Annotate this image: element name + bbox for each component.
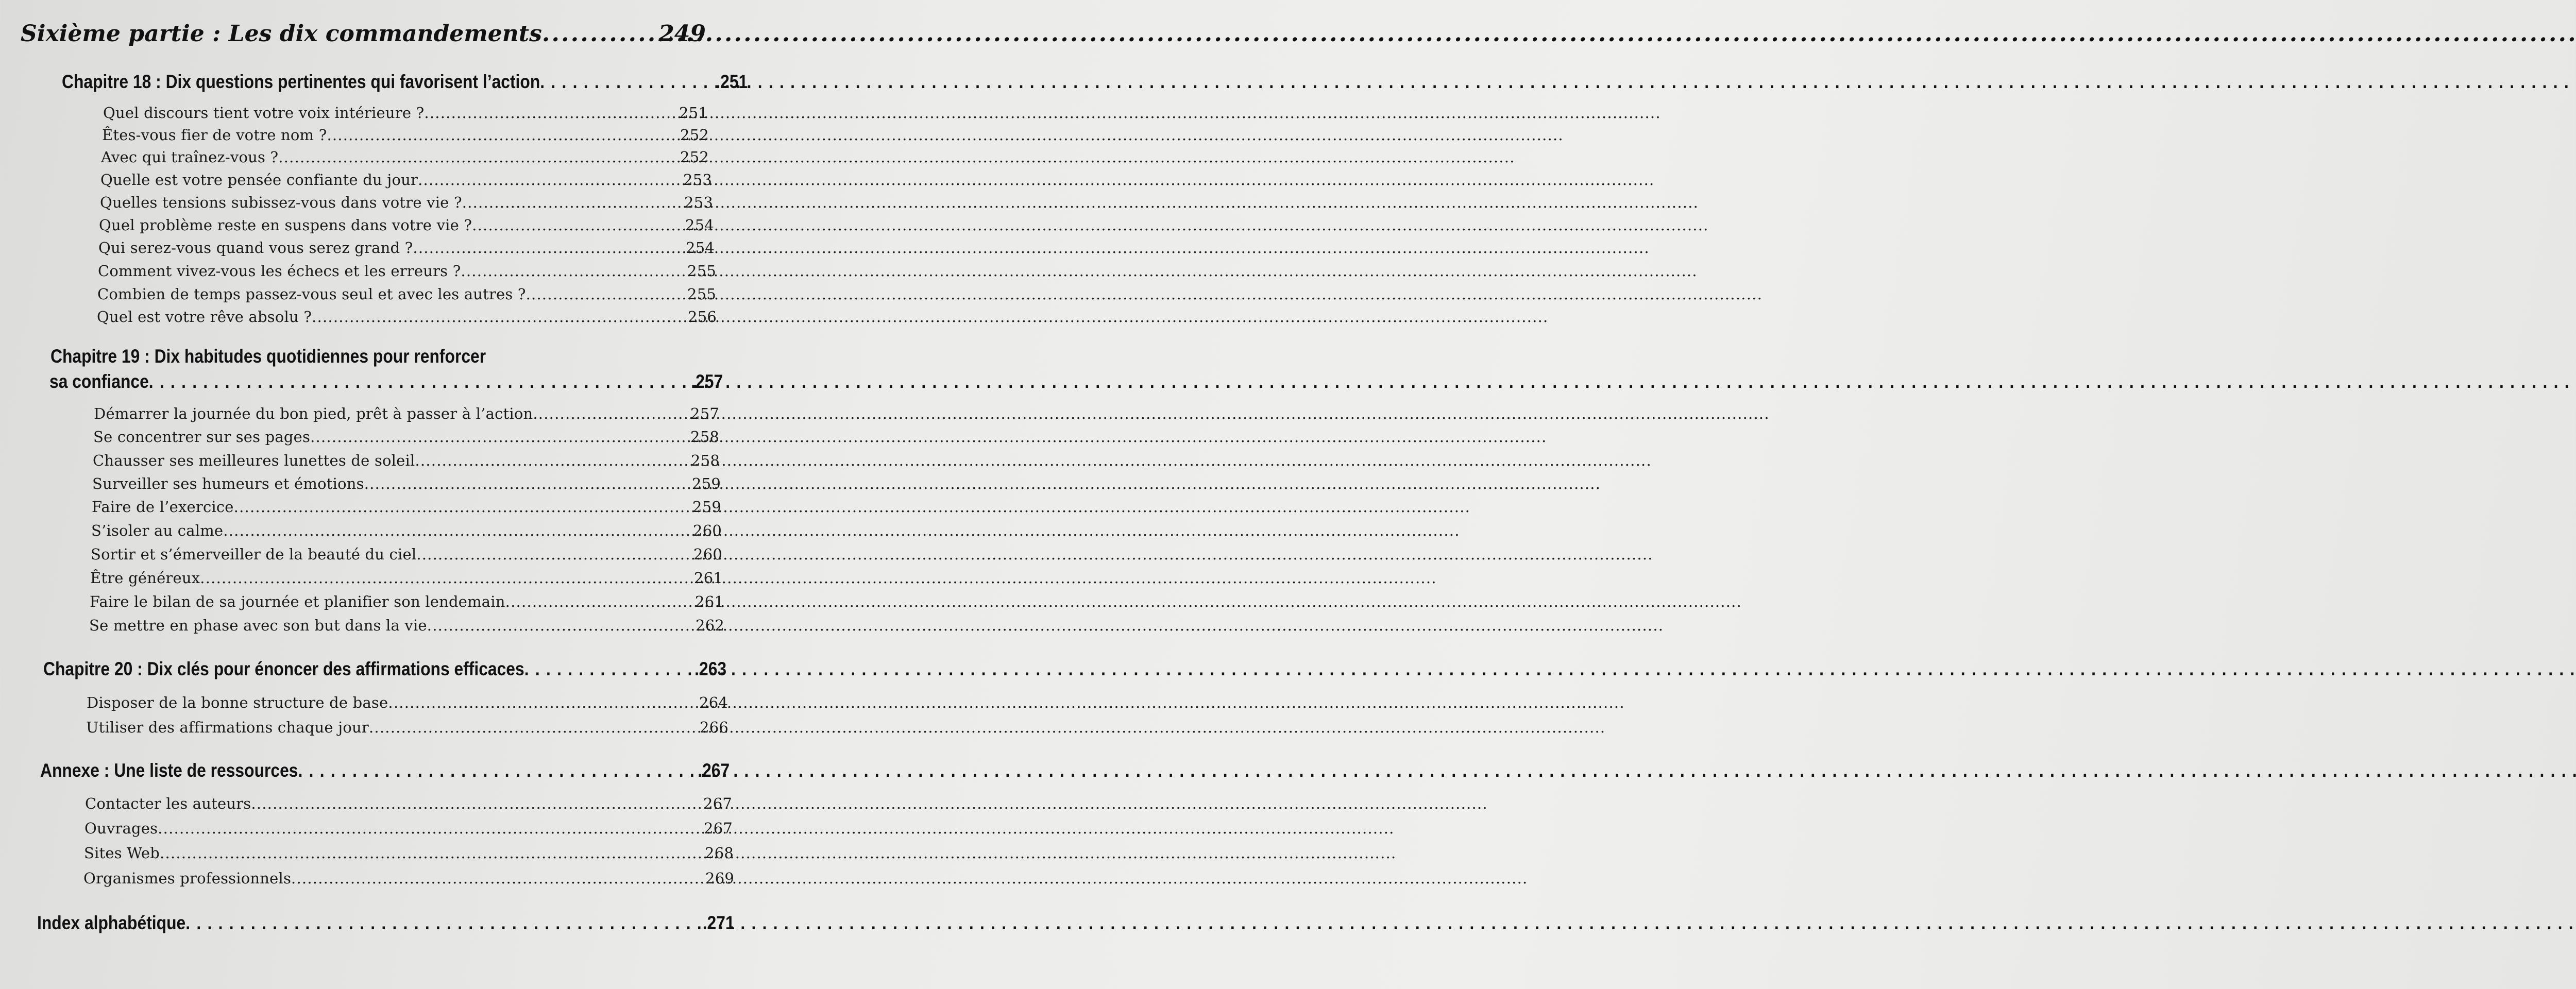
annexe-page: .267 [698, 760, 730, 781]
dot-leader [327, 126, 680, 144]
dot-leader [427, 617, 696, 634]
dot-leader [278, 148, 680, 166]
dot-leader [200, 569, 694, 587]
toc-entry: Ouvrages . . . 267 [84, 820, 733, 837]
chapter-19-row [49, 371, 723, 393]
toc-entry: Se mettre en phase avec son but dans la vie . . . 262 [89, 617, 724, 634]
index-title: Index alphabétique [37, 912, 186, 933]
dot-leader [312, 308, 688, 326]
toc-entry: Comment vivez-vous les échecs et les erreurs ? . . . 255 [98, 262, 716, 280]
toc-entry: Organismes professionnels . . . 269 [83, 869, 734, 887]
dot-leader [160, 844, 705, 862]
toc-entry: Chausser ses meilleures lunettes de soleil . . . 258 [93, 452, 720, 469]
dot-leader [524, 658, 694, 680]
toc-entry: Être généreux . . . 261 [90, 569, 723, 587]
dot-leader [369, 719, 700, 736]
dot-leader [505, 593, 695, 610]
dot-leader [158, 820, 704, 837]
dot-leader [462, 194, 684, 211]
toc-entry: Avec qui traînez-vous ? . . . 252 [101, 148, 709, 166]
part-title-row [21, 21, 706, 47]
dot-leader [540, 71, 716, 93]
dot-leader [461, 262, 687, 280]
annexe-row [40, 760, 730, 781]
dot-leader [185, 912, 702, 934]
toc-entry: Qui serez-vous quand vous serez grand ? . . . 254 [98, 239, 715, 257]
dot-leader [223, 522, 693, 539]
dot-leader [542, 21, 658, 47]
dot-leader [234, 498, 692, 516]
dot-leader [310, 428, 690, 446]
annexe-title: Annexe : Une liste de ressources [40, 760, 298, 781]
toc-entry: Sortir et s’émerveiller de la beauté du ciel . . . 260 [91, 545, 722, 563]
index-row [37, 912, 735, 934]
toc-entry: Surveiller ses humeurs et émotions . . . 259 [92, 475, 721, 492]
toc-entry: Se concentrer sur ses pages . . . 258 [93, 428, 719, 446]
part-title: Sixième partie : Les dix commandements [21, 21, 542, 47]
toc-entry: Utiliser des affirmations chaque jour . . . 266 [86, 719, 728, 736]
chapter-20-title: Chapitre 20 : Dix clés pour énoncer des affirmations efficaces [43, 658, 524, 679]
toc-entry: Quel est votre rêve absolu ? . . . 256 [97, 308, 717, 326]
toc-entry: Sites Web . . . 268 [84, 844, 734, 862]
dot-leader [291, 869, 705, 887]
chapter-19-page: .257 [691, 371, 723, 392]
toc-entry: Quelle est votre pensée confiante du jour . . . 253 [100, 171, 712, 189]
chapter-20-row [43, 658, 726, 680]
toc-entry: Êtes-vous fier de votre nom ? . . . 252 [102, 126, 709, 144]
dot-leader [424, 104, 679, 122]
dot-leader [388, 694, 699, 711]
chapter-18-row [62, 71, 748, 93]
dot-leader [418, 171, 683, 189]
dot-leader [533, 405, 690, 422]
dot-leader [415, 452, 691, 469]
chapter-20-page: .263 [694, 658, 727, 679]
toc-entry: Faire de l’exercice . . . 259 [92, 498, 721, 516]
dot-leader [472, 216, 685, 234]
dot-leader [526, 285, 687, 303]
toc-entry: Démarrer la journée du bon pied, prêt à passer à l’action . . . 257 [94, 405, 719, 422]
dot-leader [251, 795, 703, 812]
toc-entry: Quel problème reste en suspens dans votre vie ? . . . 254 [99, 216, 714, 234]
toc-entry: Combien de temps passez-vous seul et avec les autres ? . . . 255 [97, 285, 716, 303]
toc-entry: Quel discours tient votre voix intérieure ? . . . 251 [103, 104, 708, 122]
dot-leader [364, 475, 692, 492]
chapter-19-title-line1: Chapitre 19 : Dix habitudes quotidiennes pour renforcer [50, 346, 486, 367]
chapter-18-page: .251 [716, 71, 748, 92]
dot-leader [298, 760, 698, 781]
toc-entry: S’isoler au calme . . . 260 [91, 522, 722, 539]
index-page: .271 [702, 912, 735, 933]
toc-entry: Contacter les auteurs . . . 267 [85, 795, 732, 812]
toc-entry: Disposer de la bonne structure de base . . . 264 [87, 694, 728, 711]
toc-entry: Faire le bilan de sa journée et planifier son lendemain . . . 261 [90, 593, 724, 610]
dot-leader [416, 545, 693, 563]
toc-entry: Quelles tensions subissez-vous dans votre vie ? . . . 253 [100, 194, 713, 211]
chapter-19-title-line2: sa confiance [49, 371, 149, 392]
part-page-number: 249 [658, 21, 706, 47]
dot-leader [413, 239, 686, 257]
dot-leader [149, 371, 691, 393]
chapter-18-title: Chapitre 18 : Dix questions pertinentes qui favorisent l’action [62, 71, 540, 92]
table-of-contents-page [0, 0, 748, 989]
